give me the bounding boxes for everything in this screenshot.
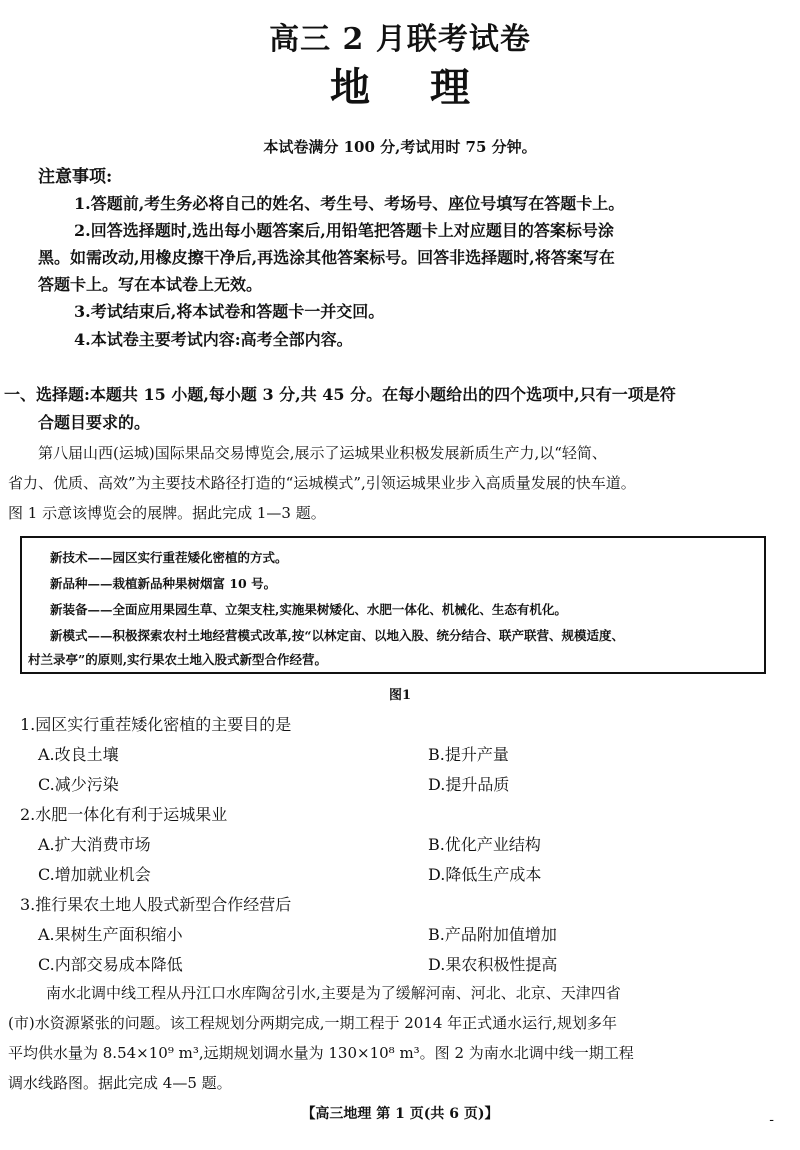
question-2-option-a: A.扩大消费市场 [38, 835, 151, 854]
board-line: 新品种——栽植新品种果树烟富 10 号。 [50, 576, 277, 591]
question-1-option-c: C.减少污染 [38, 775, 119, 794]
notice-item: 3.考试结束后,将本试卷和答题卡一并交回。 [74, 302, 385, 321]
passage-line: 第八届山西(运城)国际果品交易博览会,展示了运城果业积极发展新质生产力,以“轻简、 [38, 444, 607, 462]
subject-title: 地理 [330, 64, 530, 111]
passage-line: 平均供水量为 8.54×10⁹ m³,远期规划调水量为 130×10⁸ m³。图 2 为南水北调中线一期工程 [8, 1044, 634, 1062]
exam-info: 本试卷满分 100 分,考试用时 75 分钟。 [263, 138, 537, 156]
figure-1-caption: 图1 [388, 688, 412, 703]
board-line: 村兰录亭”的原则,实行果农土地入股式新型合作经营。 [28, 652, 328, 667]
notice-item: 黑。如需改动,用橡皮擦干净后,再选涂其他答案标号。回答非选择题时,将答案写在 [38, 248, 615, 267]
question-1-option-d: D.提升品质 [428, 775, 510, 794]
exam-title: 高三 2 月联考试卷 [269, 22, 531, 57]
question-2-option-c: C.增加就业机会 [38, 865, 151, 884]
question-2-option-b: B.优化产业结构 [428, 835, 541, 854]
question-1-option-a: A.改良土壤 [38, 745, 119, 764]
passage-line: 南水北调中线工程从丹江口水库陶岔引水,主要是为了缓解河南、河北、北京、天津四省 [46, 984, 621, 1002]
question-3-option-a: A.果树生产面积缩小 [38, 925, 183, 944]
page-footer: 【高三地理 第 1 页(共 6 页)】 [301, 1106, 499, 1122]
section-title-cont: 合题目要求的。 [38, 413, 151, 432]
passage-line: 省力、优质、高效”为主要技术路径打造的“运城模式”,引领运城果业步入高质量发展的快车道。 [8, 474, 636, 492]
board-line: 新技术——园区实行重茬矮化密植的方式。 [50, 550, 288, 565]
notice-heading: 注意事项: [38, 167, 113, 187]
question-2-stem: 2.水肥一体化有利于运城果业 [20, 805, 228, 824]
question-1-stem: 1.园区实行重茬矮化密植的主要目的是 [20, 715, 292, 734]
passage-line: 图 1 示意该博览会的展牌。据此完成 1—3 题。 [8, 504, 326, 522]
question-3-option-d: D.果农积极性提高 [428, 955, 558, 974]
passage-line: 调水线路图。据此完成 4—5 题。 [8, 1074, 232, 1092]
notice-item: 答题卡上。写在本试卷上无效。 [38, 275, 263, 294]
board-line: 新装备——全面应用果园生草、立架支柱,实施果树矮化、水肥一体化、机械化、生态有机化。 [50, 602, 567, 617]
section-title: 一、选择题:本题共 15 小题,每小题 3 分,共 45 分。在每小题给出的四个选项中,只有一项是符 [4, 385, 676, 404]
question-3-stem: 3.推行果农土地人股式新型合作经营后 [20, 895, 292, 914]
figure-1-exhibit-board [20, 536, 766, 674]
question-3-option-b: B.产品附加值增加 [428, 925, 557, 944]
question-1-option-b: B.提升产量 [428, 745, 509, 764]
footer-mark: - [769, 1112, 774, 1128]
notice-item: 4.本试卷主要考试内容:高考全部内容。 [74, 330, 353, 349]
notice-item: 2.回答选择题时,选出每小题答案后,用铅笔把答题卡上对应题目的答案标号涂 [74, 221, 614, 240]
question-3-option-c: C.内部交易成本降低 [38, 955, 183, 974]
passage-line: (市)水资源紧张的问题。该工程规划分两期完成,一期工程于 2014 年正式通水运行,规划多年 [8, 1014, 617, 1032]
question-2-option-d: D.降低生产成本 [428, 865, 542, 884]
board-line: 新模式——积极探索农村土地经营模式改革,按“以林定亩、以地入股、统分结合、联产联营、规模适度、 [50, 628, 625, 643]
notice-item: 1.答题前,考生务必将自己的姓名、考生号、考场号、座位号填写在答题卡上。 [74, 194, 625, 213]
